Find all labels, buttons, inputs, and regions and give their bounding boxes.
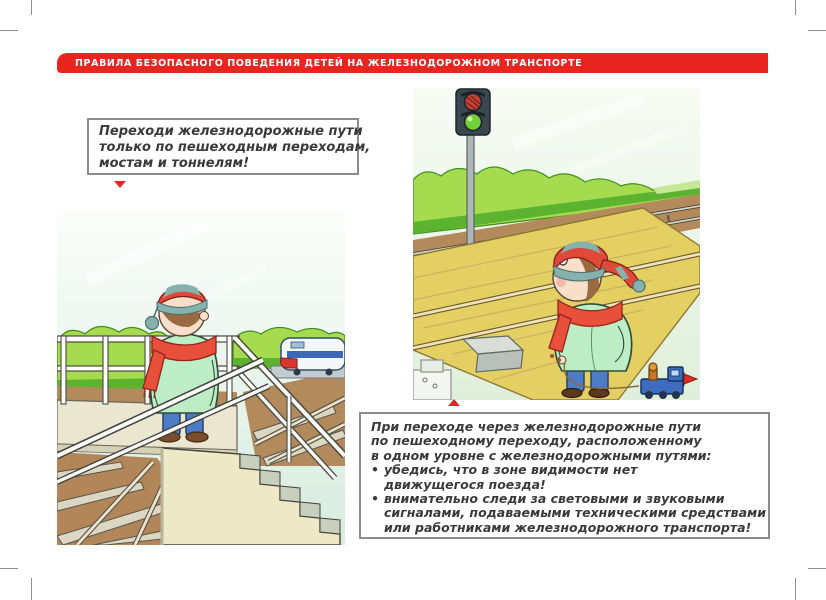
right-instruction-box xyxy=(359,412,770,539)
distant-train xyxy=(271,338,345,378)
crop-mark xyxy=(31,578,32,600)
crop-mark xyxy=(795,0,796,15)
bullet-dot: • xyxy=(371,462,379,478)
instruction-line: или работниками железнодорожного транспорта! xyxy=(384,519,752,535)
crop-mark xyxy=(0,568,18,569)
bullet-dot: • xyxy=(371,491,379,507)
pointer-up-icon xyxy=(448,399,460,406)
instruction-line: только по пешеходным переходам, xyxy=(99,140,371,155)
instruction-line: убедись, что в зоне видимости нет xyxy=(384,462,638,478)
level-crossing-illustration xyxy=(413,88,700,400)
crop-mark xyxy=(31,0,32,15)
instruction-line: Переходи железнодорожные пути xyxy=(99,124,363,139)
instruction-line: движущегося поезда! xyxy=(384,476,546,492)
crop-mark xyxy=(808,568,826,569)
instruction-line: внимательно следи за световыми и звуковыми xyxy=(384,491,725,507)
bullet-item xyxy=(371,463,758,492)
instruction-line: При переходе через железнодорожные пути xyxy=(371,419,701,434)
title-banner xyxy=(57,53,768,73)
instruction-line: сигналами, подаваемыми техническими средствами xyxy=(384,505,766,521)
pointer-down-icon xyxy=(114,181,126,188)
left-instruction-box xyxy=(87,118,371,175)
page-title: ПРАВИЛА БЕЗОПАСНОГО ПОВЕДЕНИЯ ДЕТЕЙ НА ЖЕЛЕЗНОДОРОЖНОМ ТРАНСПОРТЕ xyxy=(75,58,583,69)
crop-mark xyxy=(0,30,18,31)
bullet-item xyxy=(371,491,766,535)
instruction-line: по пешеходному переходу, расположенному xyxy=(371,433,702,449)
instruction-line: в одном уровне с железнодорожными путями: xyxy=(371,447,712,463)
crop-mark xyxy=(808,30,826,31)
pedestrian-bridge-illustration xyxy=(57,210,345,545)
crop-mark xyxy=(795,578,796,600)
instruction-line: мостам и тоннелям! xyxy=(99,156,250,171)
signal-green-light xyxy=(465,114,482,131)
